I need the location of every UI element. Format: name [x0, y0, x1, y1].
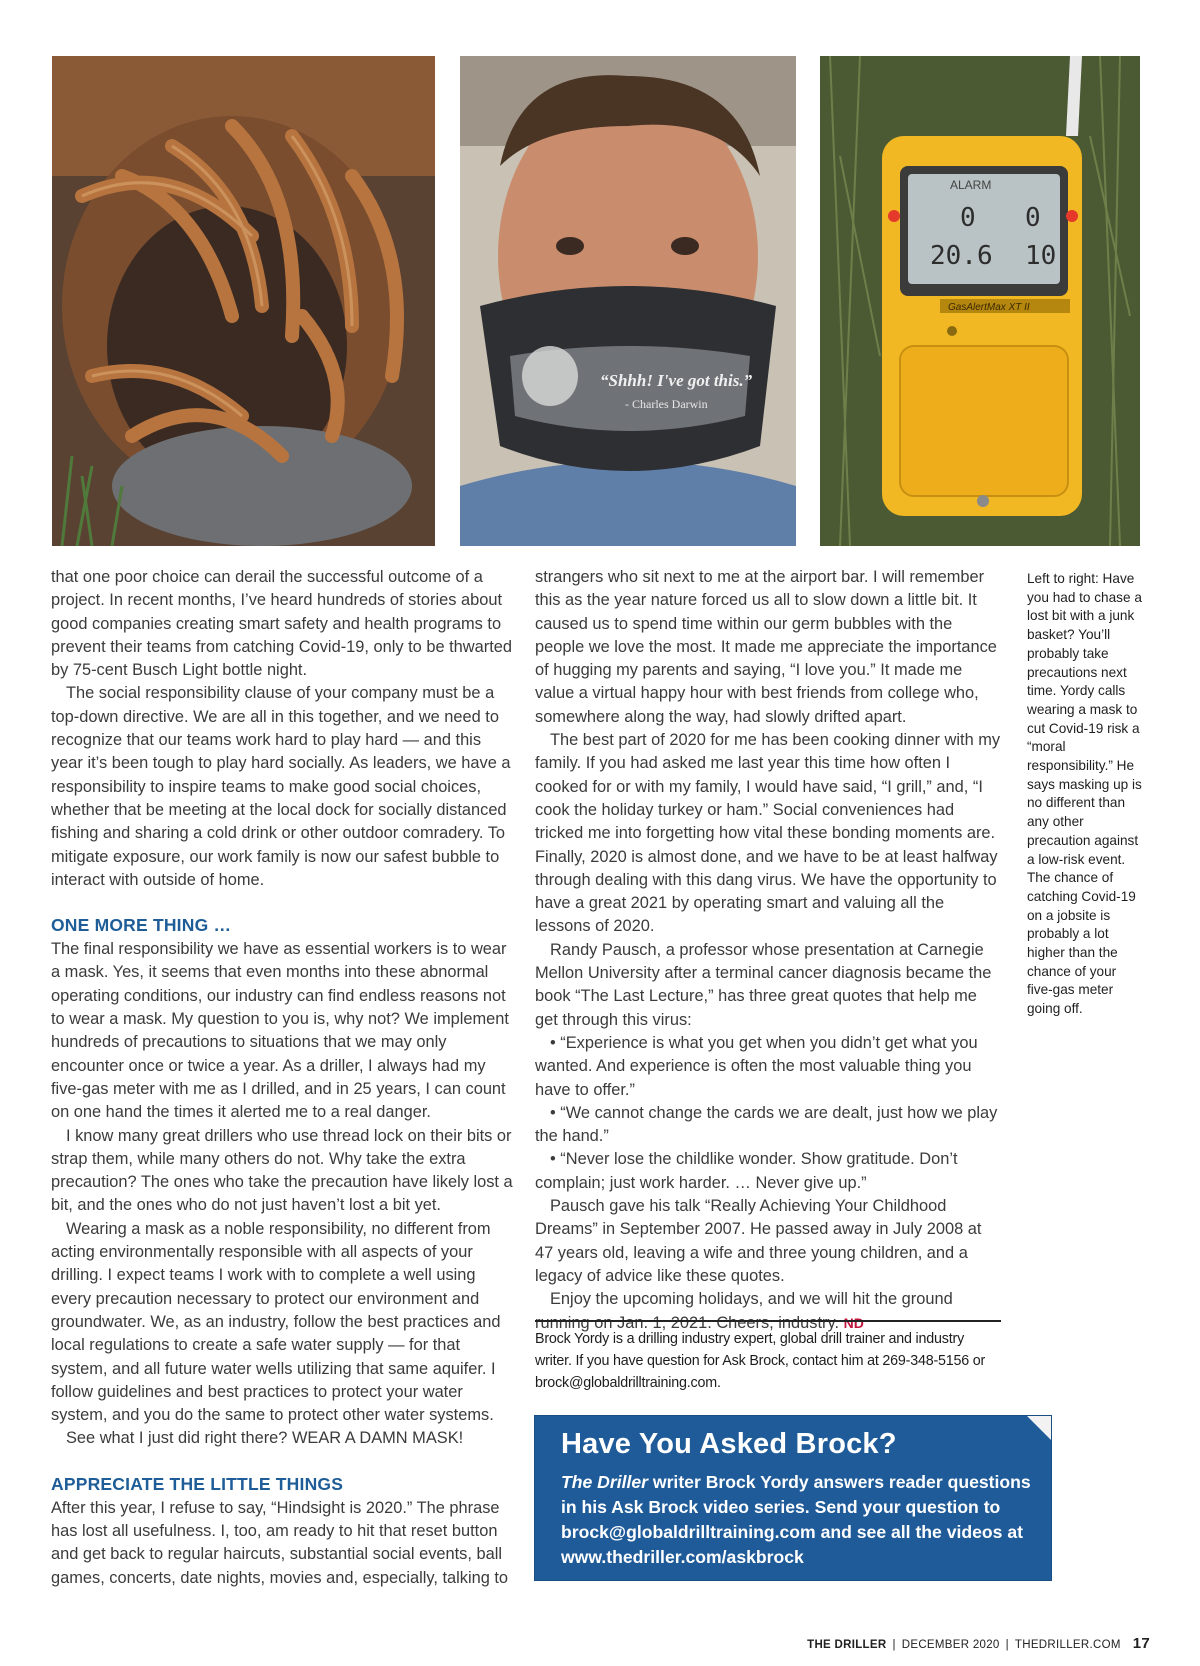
- mask-selfie-image: [460, 56, 796, 546]
- body-paragraph: After this year, I refuse to say, “Hindsight is 2020.” The phrase has lost all usefulness. I, too, am ready to hit that reset button and get back to regular haircuts, substantial social events, ball games, concerts, date nights, movies and, especially, talking to: [51, 1498, 509, 1587]
- mask-attribution-text: - Charles Darwin: [625, 397, 708, 411]
- footer-separator: |: [1005, 1639, 1009, 1651]
- section-heading-appreciate: APPRECIATE THE LITTLE THINGS: [51, 1473, 344, 1494]
- body-paragraph: The final responsibility we have as essential workers is to wear a mask. Yes, it seems that even months into these abnormal operating conditions, our industry can find endless reasons not to wear a mask. My question to you is, why not? We implement hundreds of precautions to situations that we may only encounter once or twice a year. As a driller, I always had my five-gas meter with me as I drilled, and in 25 years, I can count on one hand the times it alerted me to a real danger.: [51, 940, 509, 1122]
- body-paragraph: Randy Pausch, a professor whose presentation at Carnegie Mellon University after a terminal cancer diagnosis became the book “The Last Lecture,” has three great quotes that help me get through this virus:: [535, 940, 992, 1029]
- junk-basket-image: [52, 56, 435, 546]
- closing-text: Enjoy the upcoming holidays, and we will hit the ground running on Jan. 1, 2021. Cheers, industry.: [535, 1290, 953, 1332]
- footer-issue: DECEMBER 2020: [901, 1639, 1000, 1651]
- promo-body: writer Brock Yordy answers reader questions in his Ask Brock video series. Send your question to brock@globaldrilltraining.com and see all the videos at www.thedriller.com/askbrock: [561, 1472, 1031, 1567]
- page-footer: [807, 1635, 1150, 1652]
- meter-value-4: 10: [1025, 241, 1057, 271]
- end-mark: ND: [843, 1314, 864, 1331]
- gas-meter-photo: [820, 56, 1140, 546]
- meter-alarm-label: ALARM: [950, 178, 992, 192]
- gas-meter-image: [820, 56, 1140, 546]
- article-column-1: [51, 566, 517, 1590]
- body-paragraph: Pausch gave his talk “Really Achieving Your Childhood Dreams” in September 2007. He passed away in July 2008 at 47 years old, leaving a wife and three young children, and a legacy of advice like these quotes.: [535, 1197, 982, 1285]
- quote-bullet: • “Never lose the childlike wonder. Show gratitude. Don’t complain; just work harder. … Never give up.”: [535, 1150, 958, 1192]
- body-paragraph: The best part of 2020 for me has been cooking dinner with my family. If you had asked me last year this time how often I cooked for or with my family, I would have said, “I grill,” and, “I cook the holiday turkey or ham.” Social conveniences had tricked me into forgetting how vital these bonding moments are. Finally, 2020 is almost done, and we have to be at least halfway through dealing with this dang virus. We have the opportunity to have a great 2021 by operating smart and valuing all the lessons of 2020.: [535, 731, 1001, 936]
- body-paragraph: strangers who sit next to me at the airport bar. I will remember this as the year nature forced us all to slow down a little bit. It caused us to spend time within our germ bubbles with the people we love the most. It made me appreciate the importance of hugging my parents and saying, “I love you.” It made me value a virtual happy hour with best friends from college who, somewhere along the way, had slowly drifted apart.: [535, 568, 997, 726]
- body-paragraph: I know many great drillers who use thread lock on their bits or strap them, while many others do not. Why take the extra precaution? The ones who take the precaution have likely lost a bit, and the ones who do not just haven’t lost a bit yet.: [51, 1126, 513, 1215]
- meter-value-1: 0: [960, 203, 976, 233]
- footer-publication: THE DRILLER: [807, 1639, 887, 1651]
- promo-magazine-name: The Driller: [561, 1472, 649, 1492]
- promo-text: [561, 1470, 1031, 1570]
- meter-value-2: 0: [1025, 203, 1041, 233]
- junk-basket-photo: [52, 56, 435, 546]
- author-bio: Brock Yordy is a drilling industry expert, global drill trainer and industry writer. If you have question for Ask Brock, contact him at 269-348-5156 or brock@globaldrilltraining.com.: [535, 1320, 1001, 1394]
- article-column-2: [535, 566, 1001, 1335]
- body-paragraph: The social responsibility clause of your company must be a top-down directive. We are all in this together, and we need to recognize that our teams work hard to play hard — and this year it’s been tough to play hard socially. As leaders, we have a responsibility to inspire teams to make good social choices, whether that be meeting at the local dock for socially distanced fishing and sharing a cold drink or other outdoor comradery. To mitigate exposure, our work family is now our safest bubble to interact with outside of home.: [51, 684, 511, 889]
- ask-brock-promo-box[interactable]: [535, 1416, 1051, 1580]
- footer-website: THEDRILLER.COM: [1014, 1639, 1121, 1651]
- footer-separator: |: [892, 1639, 896, 1651]
- quote-bullet: • “We cannot change the cards we are dealt, just how we play the hand.”: [535, 1103, 998, 1146]
- body-paragraph: See what I just did right there? WEAR A DAMN MASK!: [66, 1429, 464, 1448]
- meter-brand-text: GasAlertMax XT II: [948, 302, 1030, 313]
- meter-value-3: 20.6: [930, 241, 993, 271]
- mask-quote-text: “Shhh! I've got this.”: [600, 371, 753, 390]
- section-heading-one-more-thing: ONE MORE THING …: [51, 915, 232, 936]
- body-paragraph: that one poor choice can derail the successful outcome of a project. In recent months, I’ve heard hundreds of stories about good companies creating smart safety and health programs to prevent their teams from catching Covid-19, only to be thwarted by 75-cent Busch Light bottle night.: [51, 568, 512, 680]
- promo-title: Have You Asked Brock?: [561, 1428, 897, 1460]
- body-paragraph: Wearing a mask as a noble responsibility, no different from acting environmentally responsible with all aspects of your drilling. I expect teams I work with to complete a well using every precaution necessary to protect our environment and groundwater. We, as an industry, follow the best practices and local regulations to create a safe water supply — for that system, and all future water wells utilizing that same aquifer. I follow guidelines and best practices to protect your water system, and you do the same to protect other water systems.: [51, 1219, 501, 1425]
- promo-corner-fold: [1027, 1416, 1051, 1440]
- mask-selfie-photo: [460, 56, 796, 546]
- page-number: 17: [1132, 1635, 1150, 1652]
- quote-bullet: • “Experience is what you get when you didn’t get what you wanted. And experience is often the most valuable thing you have to offer.”: [535, 1033, 978, 1099]
- photo-caption: Left to right: Have you had to chase a lost bit with a junk basket? You’ll probably take precautions next time. Yordy calls wearing a mask to cut Covid-19 risk a “moral responsibility.” He says masking up is no different than any other precaution against a low-risk event. The chance of catching Covid-19 on a jobsite is probably a lot higher than the chance of your five-gas meter going off.: [1027, 571, 1142, 1017]
